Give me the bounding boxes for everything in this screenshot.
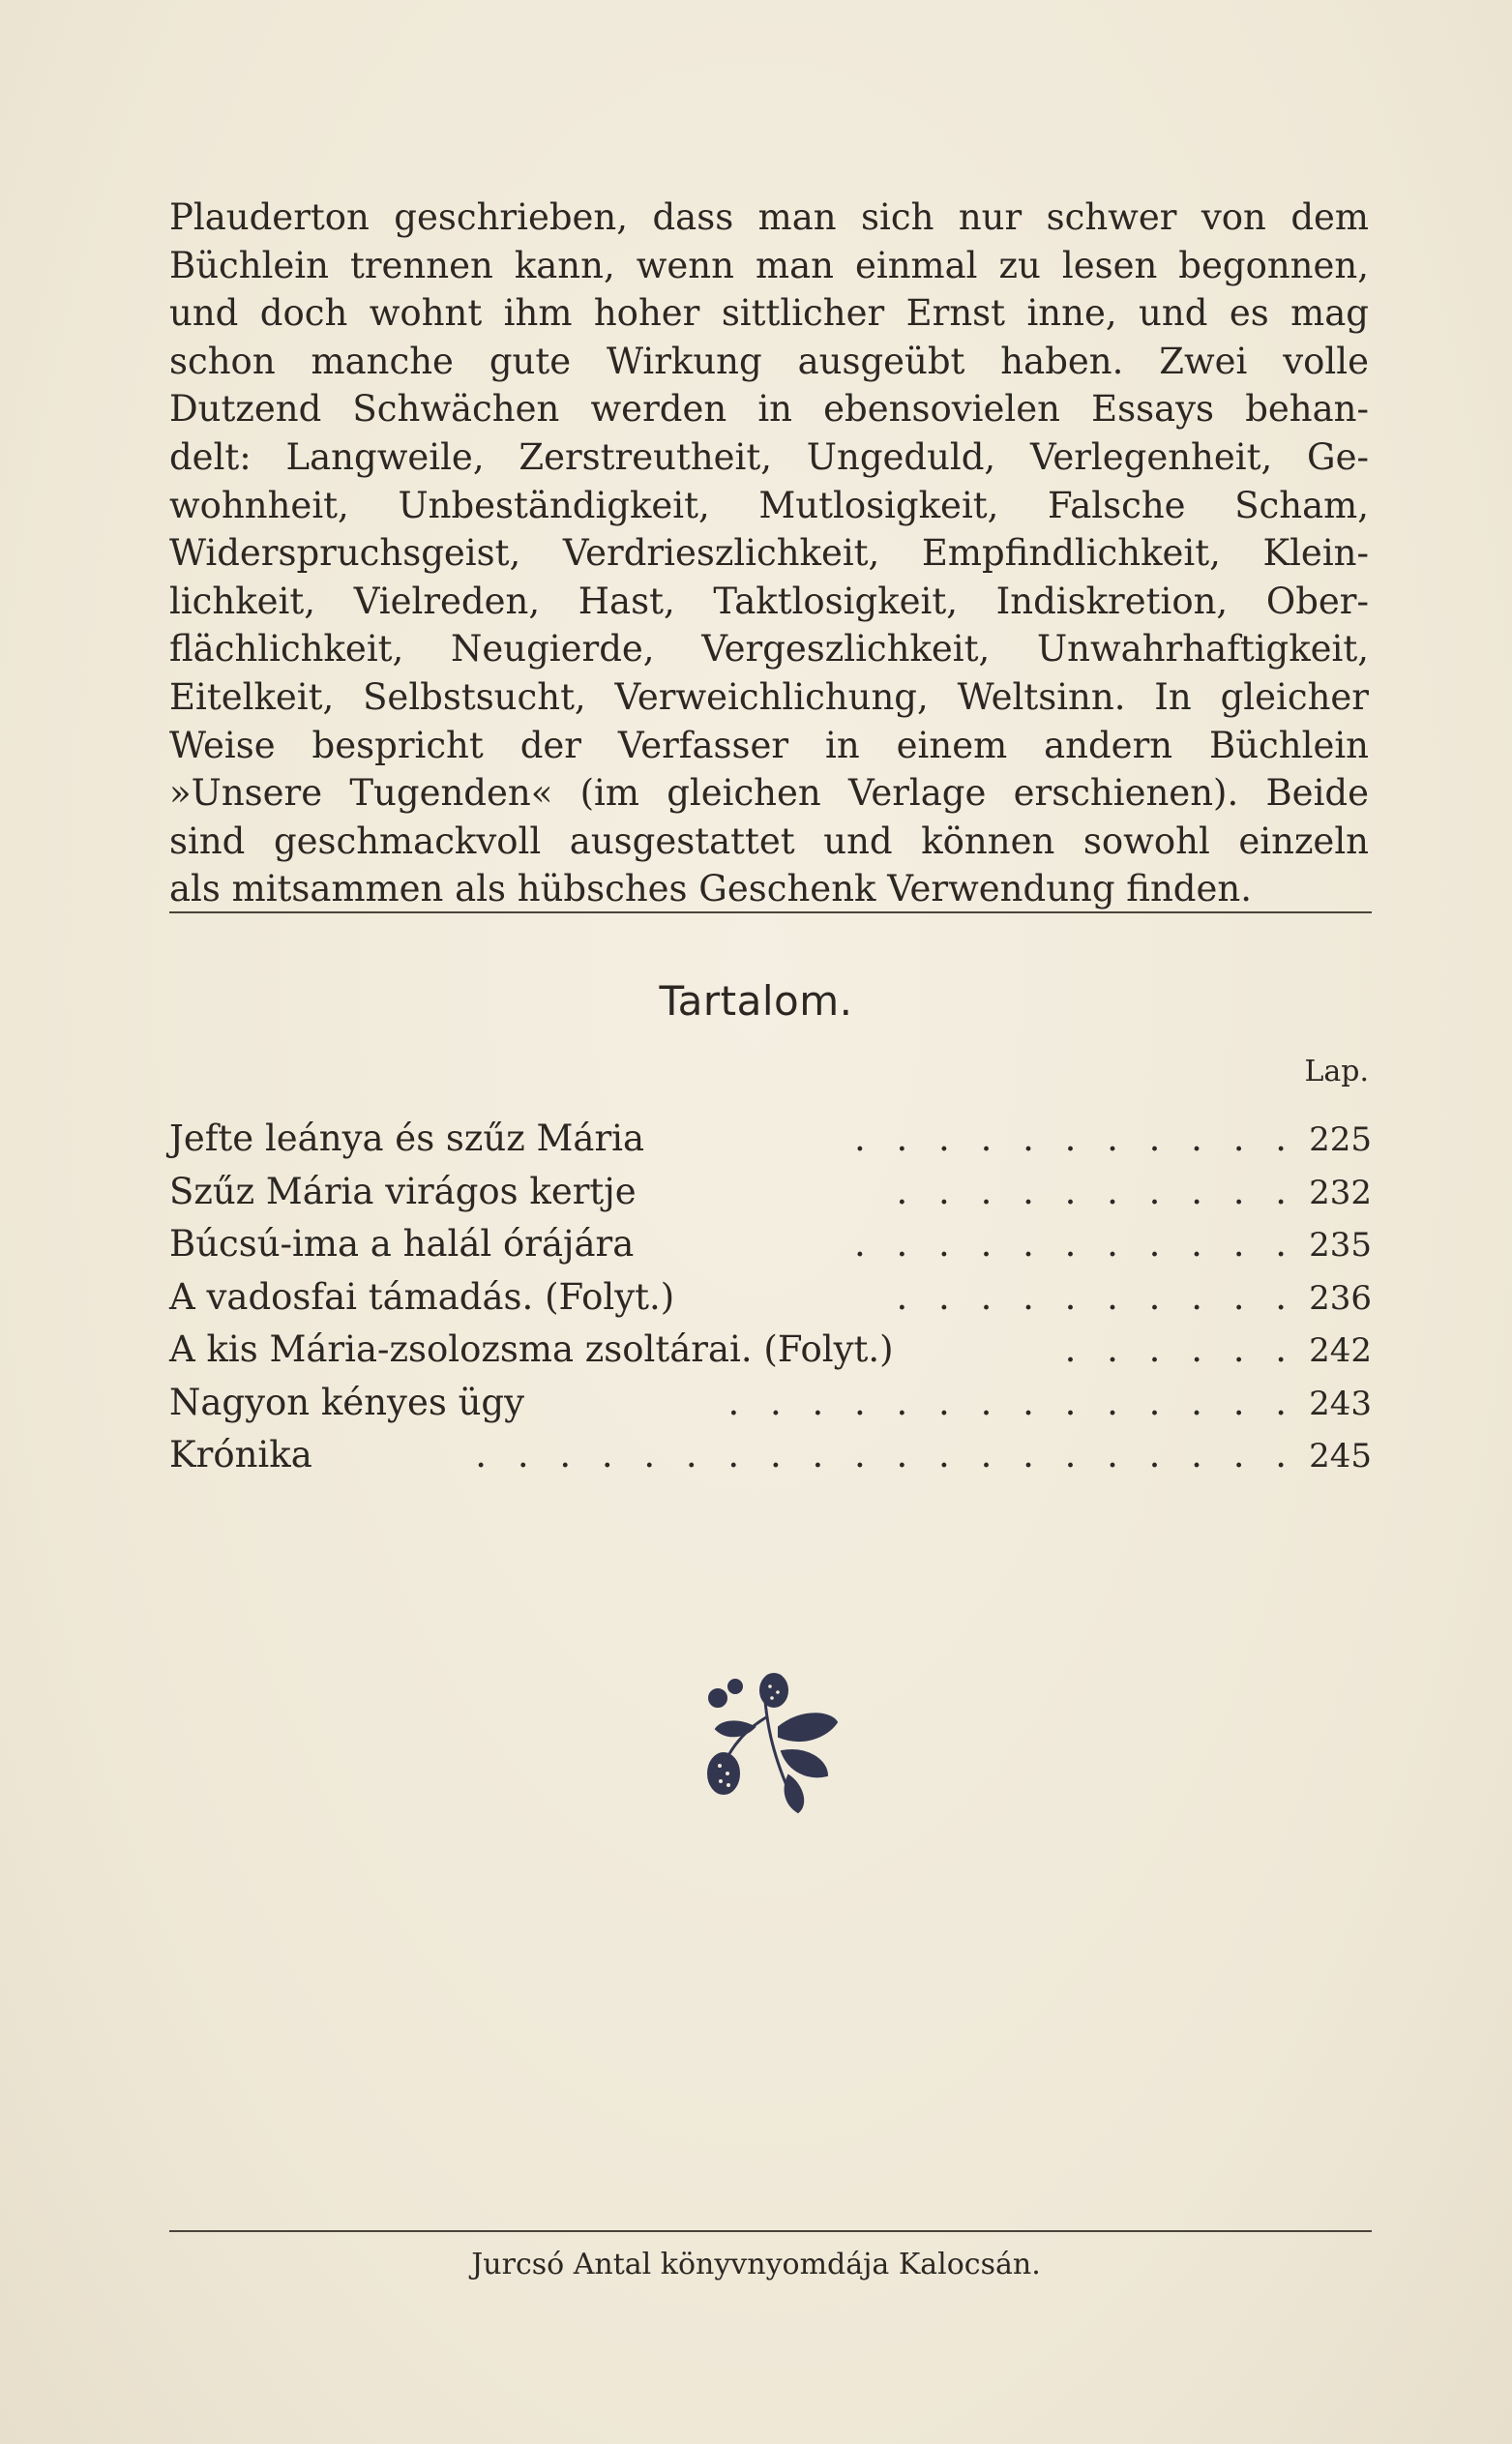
toc-entry-title: A kis Mária-zsolozsma zsoltárai. (Folyt.) bbox=[169, 1328, 894, 1370]
section-divider bbox=[169, 911, 1372, 913]
toc-entry-title: Búcsú-ima a halál órájára bbox=[169, 1223, 635, 1265]
paragraph-line: wohnheit, Unbeständigkeit, Mutlosigkeit, Falsche Scham, bbox=[169, 484, 1369, 526]
paragraph-line: Büchlein trennen kann, wenn man einmal zu lesen begonnen, bbox=[169, 244, 1369, 286]
paragraph-line: sind geschmackvoll ausgestattet und können sowohl einzeln bbox=[169, 820, 1369, 862]
toc-entry-title: Szűz Mária virágos kertje bbox=[169, 1170, 637, 1212]
paragraph-line: Widerspruchsgeist, Verdrieszlichkeit, Empfindlichkeit, Klein- bbox=[169, 532, 1369, 575]
toc-entry bbox=[169, 1276, 1372, 1329]
paragraph-line: schon manche gute Wirkung ausgeübt haben. Zwei volle bbox=[169, 340, 1369, 382]
toc-entry bbox=[169, 1223, 1372, 1276]
paragraph-line: Plauderton geschrieben, dass man sich nur schwer von dem bbox=[169, 196, 1369, 238]
toc-entry bbox=[169, 1328, 1372, 1382]
paragraph-line: delt: Langweile, Zerstreutheit, Ungeduld, Verlegenheit, Ge- bbox=[169, 435, 1369, 478]
toc-dot-leader: . . . . . . . . . . . . . . bbox=[727, 1381, 1296, 1423]
toc-entry-page: 236 bbox=[1309, 1278, 1372, 1318]
toc-entry-page: 232 bbox=[1309, 1173, 1372, 1212]
toc-entry-title: A vadosfai támadás. (Folyt.) bbox=[169, 1275, 675, 1318]
toc-dot-leader: . . . . . . bbox=[1064, 1328, 1296, 1370]
paragraph-line: Eitelkeit, Selbstsucht, Verweichlichung, Weltsinn. In gleicher bbox=[169, 675, 1369, 718]
toc-entry-page: 243 bbox=[1309, 1384, 1372, 1423]
toc-entry-title: Nagyon kényes ügy bbox=[169, 1381, 525, 1423]
toc-entry-page: 235 bbox=[1309, 1226, 1372, 1265]
toc-entry-title: Krónika bbox=[169, 1434, 312, 1475]
toc-dot-leader: . . . . . . . . . . bbox=[896, 1275, 1296, 1318]
paragraph-line: lichkeit, Vielreden, Hast, Taktlosigkeit, Indiskretion, Ober- bbox=[169, 580, 1369, 622]
toc-entry-title: Jefte leánya és szűz Mária bbox=[169, 1118, 645, 1159]
toc-dot-leader: . . . . . . . . . . bbox=[896, 1170, 1296, 1212]
paragraph-line: Dutzend Schwächen werden in ebensovielen Essays behan- bbox=[169, 388, 1369, 431]
toc-entry-page: 242 bbox=[1309, 1331, 1372, 1370]
page-column-label: Lap. bbox=[1304, 1055, 1369, 1088]
footer-rule bbox=[169, 2230, 1372, 2232]
review-paragraph bbox=[169, 194, 1369, 913]
toc-entry-page: 225 bbox=[1309, 1120, 1372, 1159]
printer-imprint: Jurcsó Antal könyvnyomdája Kalocsán. bbox=[471, 2248, 1041, 2281]
toc-dot-leader: . . . . . . . . . . . bbox=[854, 1223, 1296, 1265]
toc-dot-leader: . . . . . . . . . . . . . . . . . . . . bbox=[475, 1434, 1296, 1475]
toc-entry bbox=[169, 1382, 1372, 1435]
paragraph-line: »Unsere Tugenden« (im gleichen Verlage erschienen). Beide bbox=[169, 772, 1369, 815]
toc-entry-page: 245 bbox=[1309, 1437, 1372, 1475]
toc-entry bbox=[169, 1434, 1372, 1487]
paragraph-line: als mitsammen als hübsches Geschenk Verwendung finden. bbox=[169, 868, 1252, 910]
paragraph-line: Weise bespricht der Verfasser in einem andern Büchlein bbox=[169, 724, 1369, 766]
toc-entry bbox=[169, 1171, 1372, 1224]
paragraph-line: flächlichkeit, Neugierde, Vergeszlichkeit, Unwahrhaftigkeit, bbox=[169, 628, 1369, 671]
toc-entry bbox=[169, 1118, 1372, 1171]
paragraph-line: und doch wohnt ihm hoher sittlicher Ernst inne, und es mag bbox=[169, 292, 1369, 335]
toc-heading: Tartalom. bbox=[659, 977, 853, 1025]
toc-dot-leader: . . . . . . . . . . . bbox=[854, 1118, 1296, 1159]
strawberry-plant-icon bbox=[697, 1669, 842, 1814]
table-of-contents bbox=[169, 1118, 1372, 1487]
